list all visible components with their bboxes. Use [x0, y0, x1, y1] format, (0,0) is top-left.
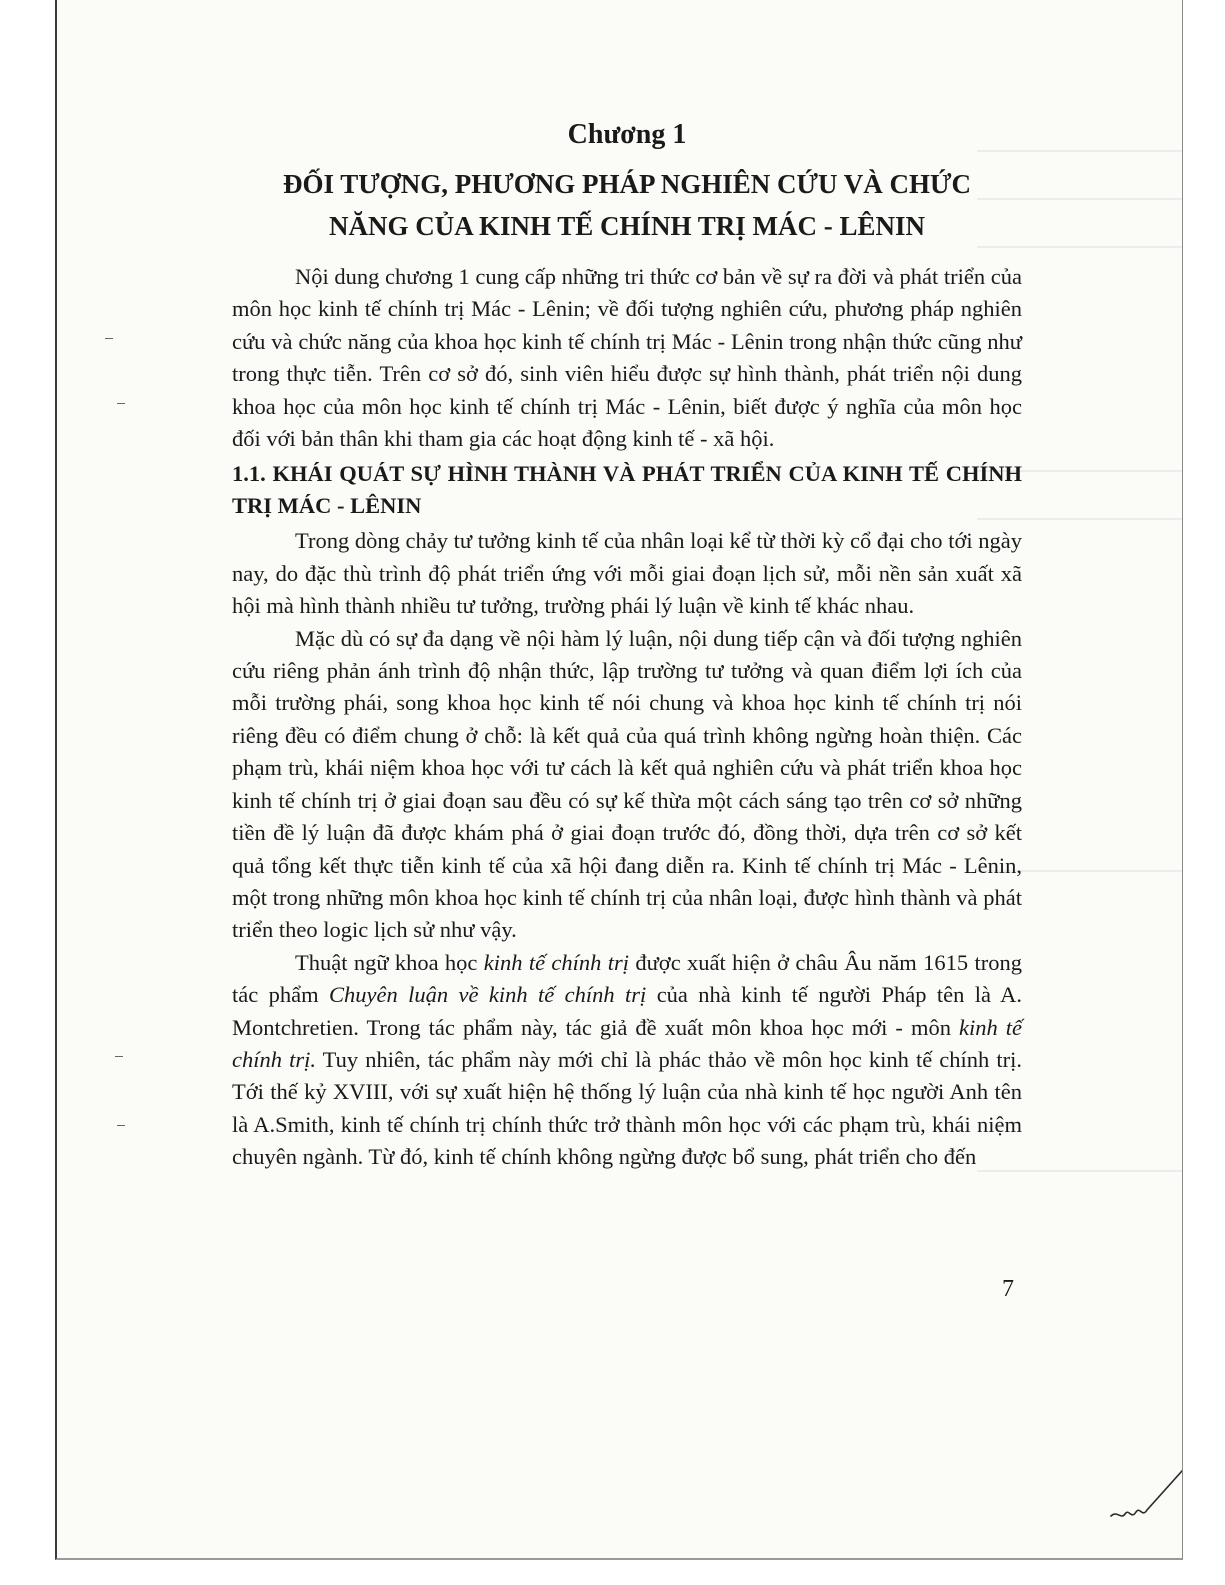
- page-number: 7: [1002, 1276, 1014, 1302]
- paragraph-3-text-4: Tuy nhiên, tác phẩm này mới chỉ là phác thảo về môn học kinh tế chính trị. Tới thế kỷ XVIII, với sự xuất hiện hệ thống lý luận của nhà kinh tế học người Anh tên là A.Smith, kinh tế chính trị chính thức trở thành môn học với các phạm trù, khái niệm chuyên ngành. Từ đó, kinh tế chính không ngừng được bổ sung, phát triển cho đến: [232, 1046, 1022, 1170]
- intro-paragraph: Nội dung chương 1 cung cấp những tri thức cơ bản về sự ra đời và phát triển của môn học kinh tế chính trị Mác - Lênin; về đối tượng nghiên cứu, phương pháp nghiên cứu và chức năng của khoa học kinh tế chính trị Mác - Lênin trong nhận thức cũng như trong thực tiễn. Trên cơ sở đó, sinh viên hiểu được sự hình thành, phát triển nội dung khoa học của môn học kinh tế chính trị Mác - Lênin, biết được ý nghĩa của môn học đối với bản thân khi tham gia các hoạt động kinh tế - xã hội.: [232, 264, 1022, 452]
- paragraph-3-text-2: được xuất hiện ở châu Âu năm 1615 trong tác phẩm: [232, 949, 1022, 1008]
- scan-mark: [105, 338, 113, 339]
- chapter-title-line-1: ĐỐI TƯỢNG, PHƯƠNG PHÁP NGHIÊN CỨU VÀ CHỨC: [283, 169, 971, 199]
- scan-mark: [115, 1056, 123, 1057]
- body-paragraph-1: Trong dòng chảy tư tưởng kinh tế của nhân loại kể từ thời kỳ cổ đại cho tới ngày nay, do đặc thù trình độ phát triển ứng với mỗi giai đoạn lịch sử, mỗi nền sản xuất xã hội mà hình thành nhiều tư tưởng, trường phái lý luận về kinh tế khác nhau.: [232, 528, 1022, 619]
- document-page: [55, 0, 1183, 1560]
- scan-mark: [117, 1125, 125, 1126]
- paragraph-3-text-1: Thuật ngữ khoa học: [295, 949, 484, 975]
- page-content: [232, 115, 1022, 1174]
- chapter-label: Chương 1: [567, 119, 687, 150]
- body-paragraph-2: Mặc dù có sự đa dạng về nội hàm lý luận, nội dung tiếp cận và đối tượng nghiên cứu riêng phản ánh trình độ nhận thức, lập trường tư tưởng và quan điểm lợi ích của mỗi trường phái, song khoa học kinh tế nói chung và khoa học kinh tế chính trị nói riêng đều có điểm chung ở chỗ: là kết quả của quá trình không ngừng hoàn thiện. Các phạm trù, khái niệm khoa học với tư cách là kết quả nghiên cứu và phát triển khoa học kinh tế chính trị ở giai đoạn sau đều có sự kế thừa một cách sáng tạo trên cơ sở những tiền đề lý luận đã được khám phá ở giai đoạn trước đó, đồng thời, dựa trên cơ sở kết quả tổng kết thực tiễn kinh tế của xã hội đang diễn ra. Kinh tế chính trị Mác - Lênin, một trong những môn khoa học kinh tế chính trị của nhân loại, được hình thành và phát triển theo logic lịch sử như vậy.: [232, 625, 1022, 943]
- italic-term-discipline: kinh tế chính trị.: [232, 1014, 1022, 1072]
- chapter-title-line-2: NĂNG CỦA KINH TẾ CHÍNH TRỊ MÁC - LÊNIN: [328, 211, 926, 241]
- body-paragraph-3: [232, 947, 1022, 1174]
- italic-term-political-economy: kinh tế chính trị: [483, 949, 630, 975]
- signature-mark-icon: [1109, 1448, 1183, 1533]
- chapter-title: [232, 163, 1022, 247]
- paragraph-3-text-3: của nhà kinh tế người Pháp tên là A. Montchretien. Trong tác phẩm này, tác giả đề xuất môn khoa học mới - môn: [232, 982, 1022, 1040]
- section-heading: 1.1. KHÁI QUÁT SỰ HÌNH THÀNH VÀ PHÁT TRIỂN CỦA KINH TẾ CHÍNH TRỊ MÁC - LÊNIN: [232, 461, 1022, 519]
- italic-book-title: Chuyên luận về kinh tế chính trị: [329, 982, 647, 1008]
- scan-mark: [117, 403, 125, 404]
